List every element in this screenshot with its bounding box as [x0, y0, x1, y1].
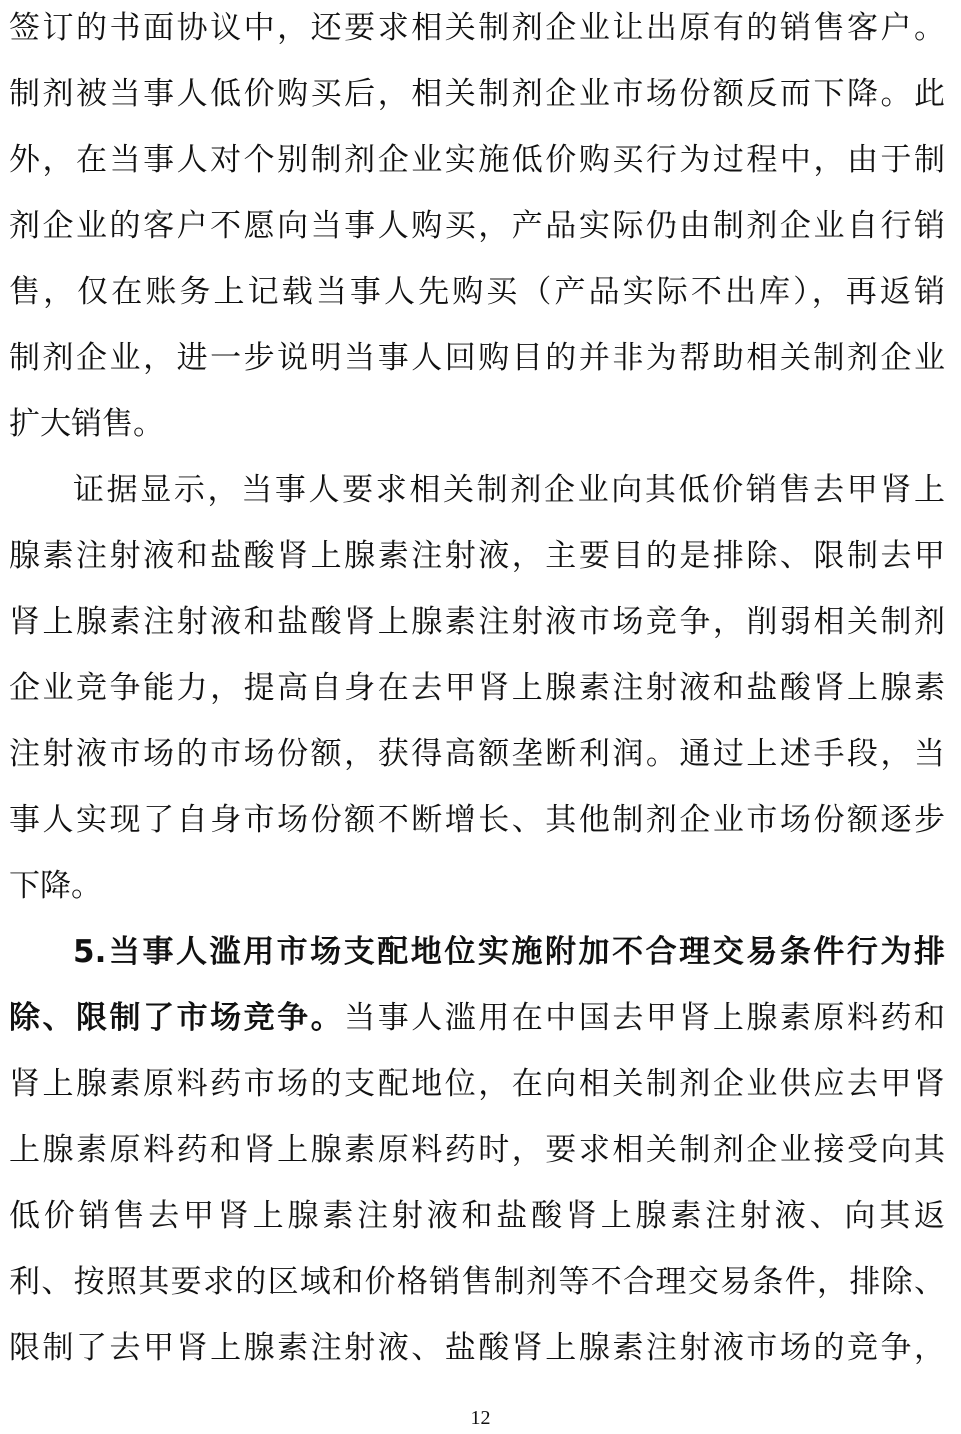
- section-5-body-start: 当事人滥用在中国去甲肾上腺素原料药和: [344, 1000, 945, 1036]
- body-text-line: 注射液市场的市场份额，获得高额垄断利润。通过上述手段，当: [9, 736, 945, 772]
- body-text-line: 外，在当事人对个别制剂企业实施低价购买行为过程中，由于制: [9, 142, 945, 178]
- section-5-heading: 5.当事人滥用市场支配地位实施附加不合理交易条件行为排: [73, 934, 945, 970]
- body-text-line: 剂企业的客户不愿向当事人购买，产品实际仍由制剂企业自行销: [9, 208, 945, 244]
- body-text-line: 事人实现了自身市场份额不断增长、其他制剂企业市场份额逐步: [9, 802, 945, 838]
- body-text-line: 签订的书面协议中，还要求相关制剂企业让出原有的销售客户。: [9, 10, 945, 46]
- body-text-line: 限制了去甲肾上腺素注射液、盐酸肾上腺素注射液市场的竞争，: [9, 1330, 945, 1366]
- body-text-line: 肾上腺素注射液和盐酸肾上腺素注射液市场竞争，削弱相关制剂: [9, 604, 945, 640]
- body-text-line: 利、按照其要求的区域和价格销售制剂等不合理交易条件，排除、: [9, 1264, 945, 1300]
- page-number: 12: [470, 1407, 491, 1429]
- paragraph-first-line: 证据显示，当事人要求相关制剂企业向其低价销售去甲肾上: [73, 472, 945, 508]
- body-text-line: 肾上腺素原料药市场的支配地位，在向相关制剂企业供应去甲肾: [9, 1066, 945, 1102]
- body-text-line: 扩大销售。: [9, 406, 164, 442]
- body-text-line: 腺素注射液和盐酸肾上腺素注射液，主要目的是排除、限制去甲: [9, 538, 945, 574]
- body-text-line: 企业竞争能力，提高自身在去甲肾上腺素注射液和盐酸肾上腺素: [9, 670, 945, 706]
- section-5-heading-continued: 除、限制了市场竞争。: [9, 1000, 345, 1036]
- body-text-line: 上腺素原料药和肾上腺素原料药时，要求相关制剂企业接受向其: [9, 1132, 945, 1168]
- body-text-line: 下降。: [9, 868, 102, 904]
- section-5-line: [9, 996, 945, 1040]
- body-text-line: 低价销售去甲肾上腺素注射液和盐酸肾上腺素注射液、向其返: [9, 1198, 945, 1234]
- body-text-line: 售，仅在账务上记载当事人先购买（产品实际不出库），再返销: [9, 274, 945, 310]
- body-text-line: 制剂企业，进一步说明当事人回购目的并非为帮助相关制剂企业: [9, 340, 945, 376]
- body-text-line: 制剂被当事人低价购买后，相关制剂企业市场份额反而下降。此: [9, 76, 945, 112]
